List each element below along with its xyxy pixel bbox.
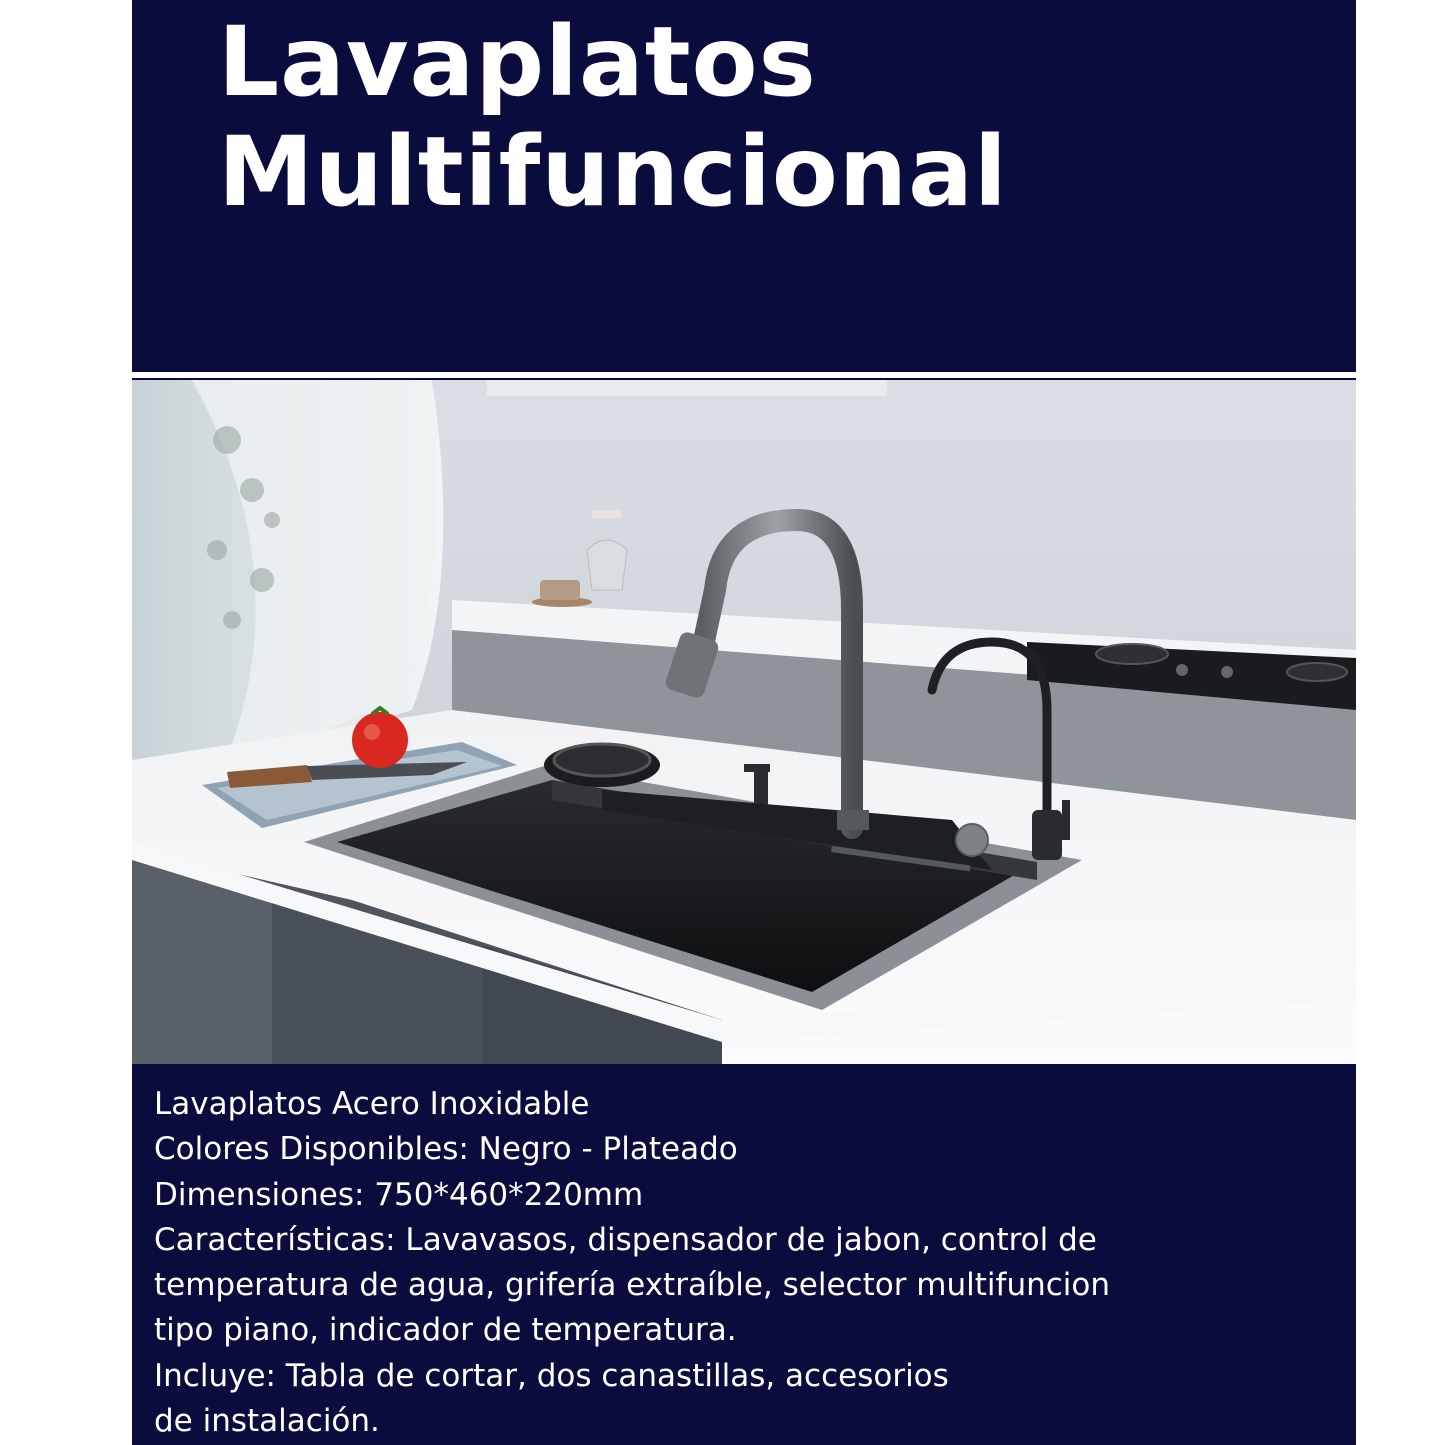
detail-material: Lavaplatos Acero Inoxidable [154,1086,590,1122]
product-photo [132,378,1356,1066]
page-title-line-2: Multifuncional [218,116,1008,228]
detail-includes-1: Incluye: Tabla de cortar, dos canastillas, accesorios [154,1357,949,1394]
detail-features-3: tipo piano, indicador de temperatura. [154,1312,737,1349]
detail-features-2: temperatura de agua, grifería extraíble, selector multifuncion [154,1267,1111,1304]
page-title-line-1: Lavaplatos [218,6,817,118]
detail-includes-2: de instalación. [154,1403,380,1440]
detail-colors: Colores Disponibles: Negro - Plateado [154,1131,738,1168]
title-banner [132,0,1356,372]
detail-dimensions: Dimensiones: 750*460*220mm [154,1176,644,1213]
product-details [132,1064,1356,1445]
detail-features-1: Características: Lavavasos, dispensador de jabon, control de [154,1221,1097,1258]
